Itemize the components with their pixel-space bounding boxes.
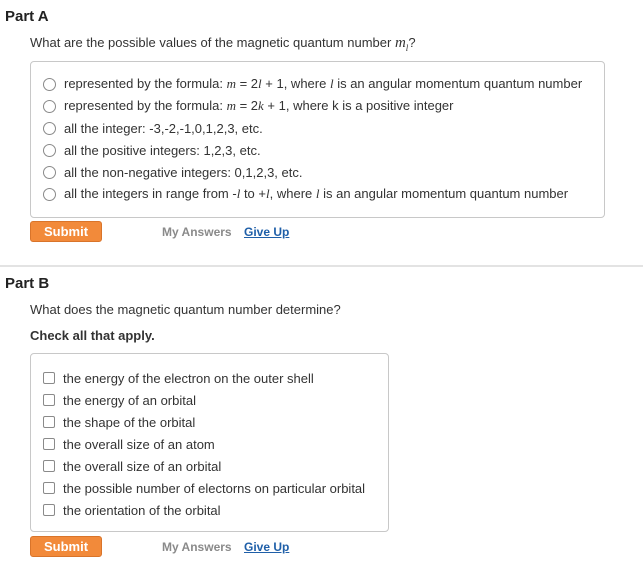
checkbox[interactable]: [43, 504, 55, 516]
section-divider: [0, 265, 643, 267]
part-a-submit-button[interactable]: Submit: [30, 221, 102, 242]
radio-button[interactable]: [43, 188, 56, 201]
checkbox-option-3[interactable]: [43, 411, 195, 433]
radio-button[interactable]: [43, 100, 56, 113]
option-label: all the integers in range from -l to +l, where l is an angular momentum quantum number: [64, 186, 569, 201]
part-b-title: Part B: [5, 275, 50, 292]
option-label: all the integer: -3,-2,-1,0,1,2,3, etc.: [64, 120, 263, 136]
option-label: the orientation of the orbital: [63, 502, 221, 518]
part-b-options-box: [30, 353, 389, 532]
option-label: all the non-negative integers: 0,1,2,3, etc.: [64, 164, 303, 180]
radio-button[interactable]: [43, 144, 56, 157]
checkbox[interactable]: [43, 394, 55, 406]
ml-symbol: $m_l$: [394, 35, 409, 53]
part-a-options-box: [30, 61, 605, 218]
radio-button[interactable]: [43, 122, 56, 135]
option-label: represented by the formula: m = 2l + 1, where l is an angular momentum quantum number: [64, 76, 583, 91]
option-label: the possible number of electorns on particular orbital: [63, 480, 366, 496]
radio-option-2[interactable]: [43, 95, 454, 117]
part-a-give-up-link[interactable]: Give Up: [244, 225, 290, 239]
checkbox[interactable]: [43, 416, 55, 428]
option-label: all the positive integers: 1,2,3, etc.: [64, 142, 261, 158]
question-mark: ?: [408, 35, 416, 50]
checkbox[interactable]: [43, 460, 55, 472]
radio-option-6[interactable]: [43, 183, 568, 205]
option-label: the overall size of an atom: [63, 436, 215, 452]
part-b-submit-button[interactable]: Submit: [30, 536, 102, 557]
radio-option-3[interactable]: [43, 117, 263, 139]
part-a-title: Part A: [5, 8, 49, 25]
option-label: the overall size of an orbital: [63, 458, 222, 474]
part-a-question: [30, 35, 416, 53]
radio-option-1[interactable]: [43, 73, 582, 95]
check-all-instruction: Check all that apply.: [30, 328, 155, 343]
option-label: represented by the formula: m = 2k + 1, where k is a positive integer: [64, 98, 454, 113]
checkbox-option-5[interactable]: [43, 455, 221, 477]
radio-option-5[interactable]: [43, 161, 303, 183]
checkbox-option-2[interactable]: [43, 389, 196, 411]
part-b-my-answers-label: My Answers: [162, 540, 232, 554]
checkbox-option-1[interactable]: [43, 367, 314, 389]
option-label: the energy of the electron on the outer shell: [63, 370, 314, 386]
radio-button[interactable]: [43, 166, 56, 179]
option-label: the shape of the orbital: [63, 414, 196, 430]
part-b-question: What does the magnetic quantum number determine?: [30, 302, 341, 317]
checkbox[interactable]: [43, 438, 55, 450]
checkbox[interactable]: [43, 482, 55, 494]
checkbox-option-4[interactable]: [43, 433, 215, 455]
checkbox-option-7[interactable]: [43, 499, 221, 521]
checkbox-option-6[interactable]: [43, 477, 365, 499]
part-b-give-up-link[interactable]: Give Up: [244, 540, 290, 554]
part-a-my-answers-label: My Answers: [162, 225, 232, 239]
radio-button[interactable]: [43, 78, 56, 91]
part-a-question-text: What are the possible values of the magnetic quantum number: [30, 35, 392, 50]
radio-option-4[interactable]: [43, 139, 261, 161]
checkbox[interactable]: [43, 372, 55, 384]
option-label: the energy of an orbital: [63, 392, 196, 408]
